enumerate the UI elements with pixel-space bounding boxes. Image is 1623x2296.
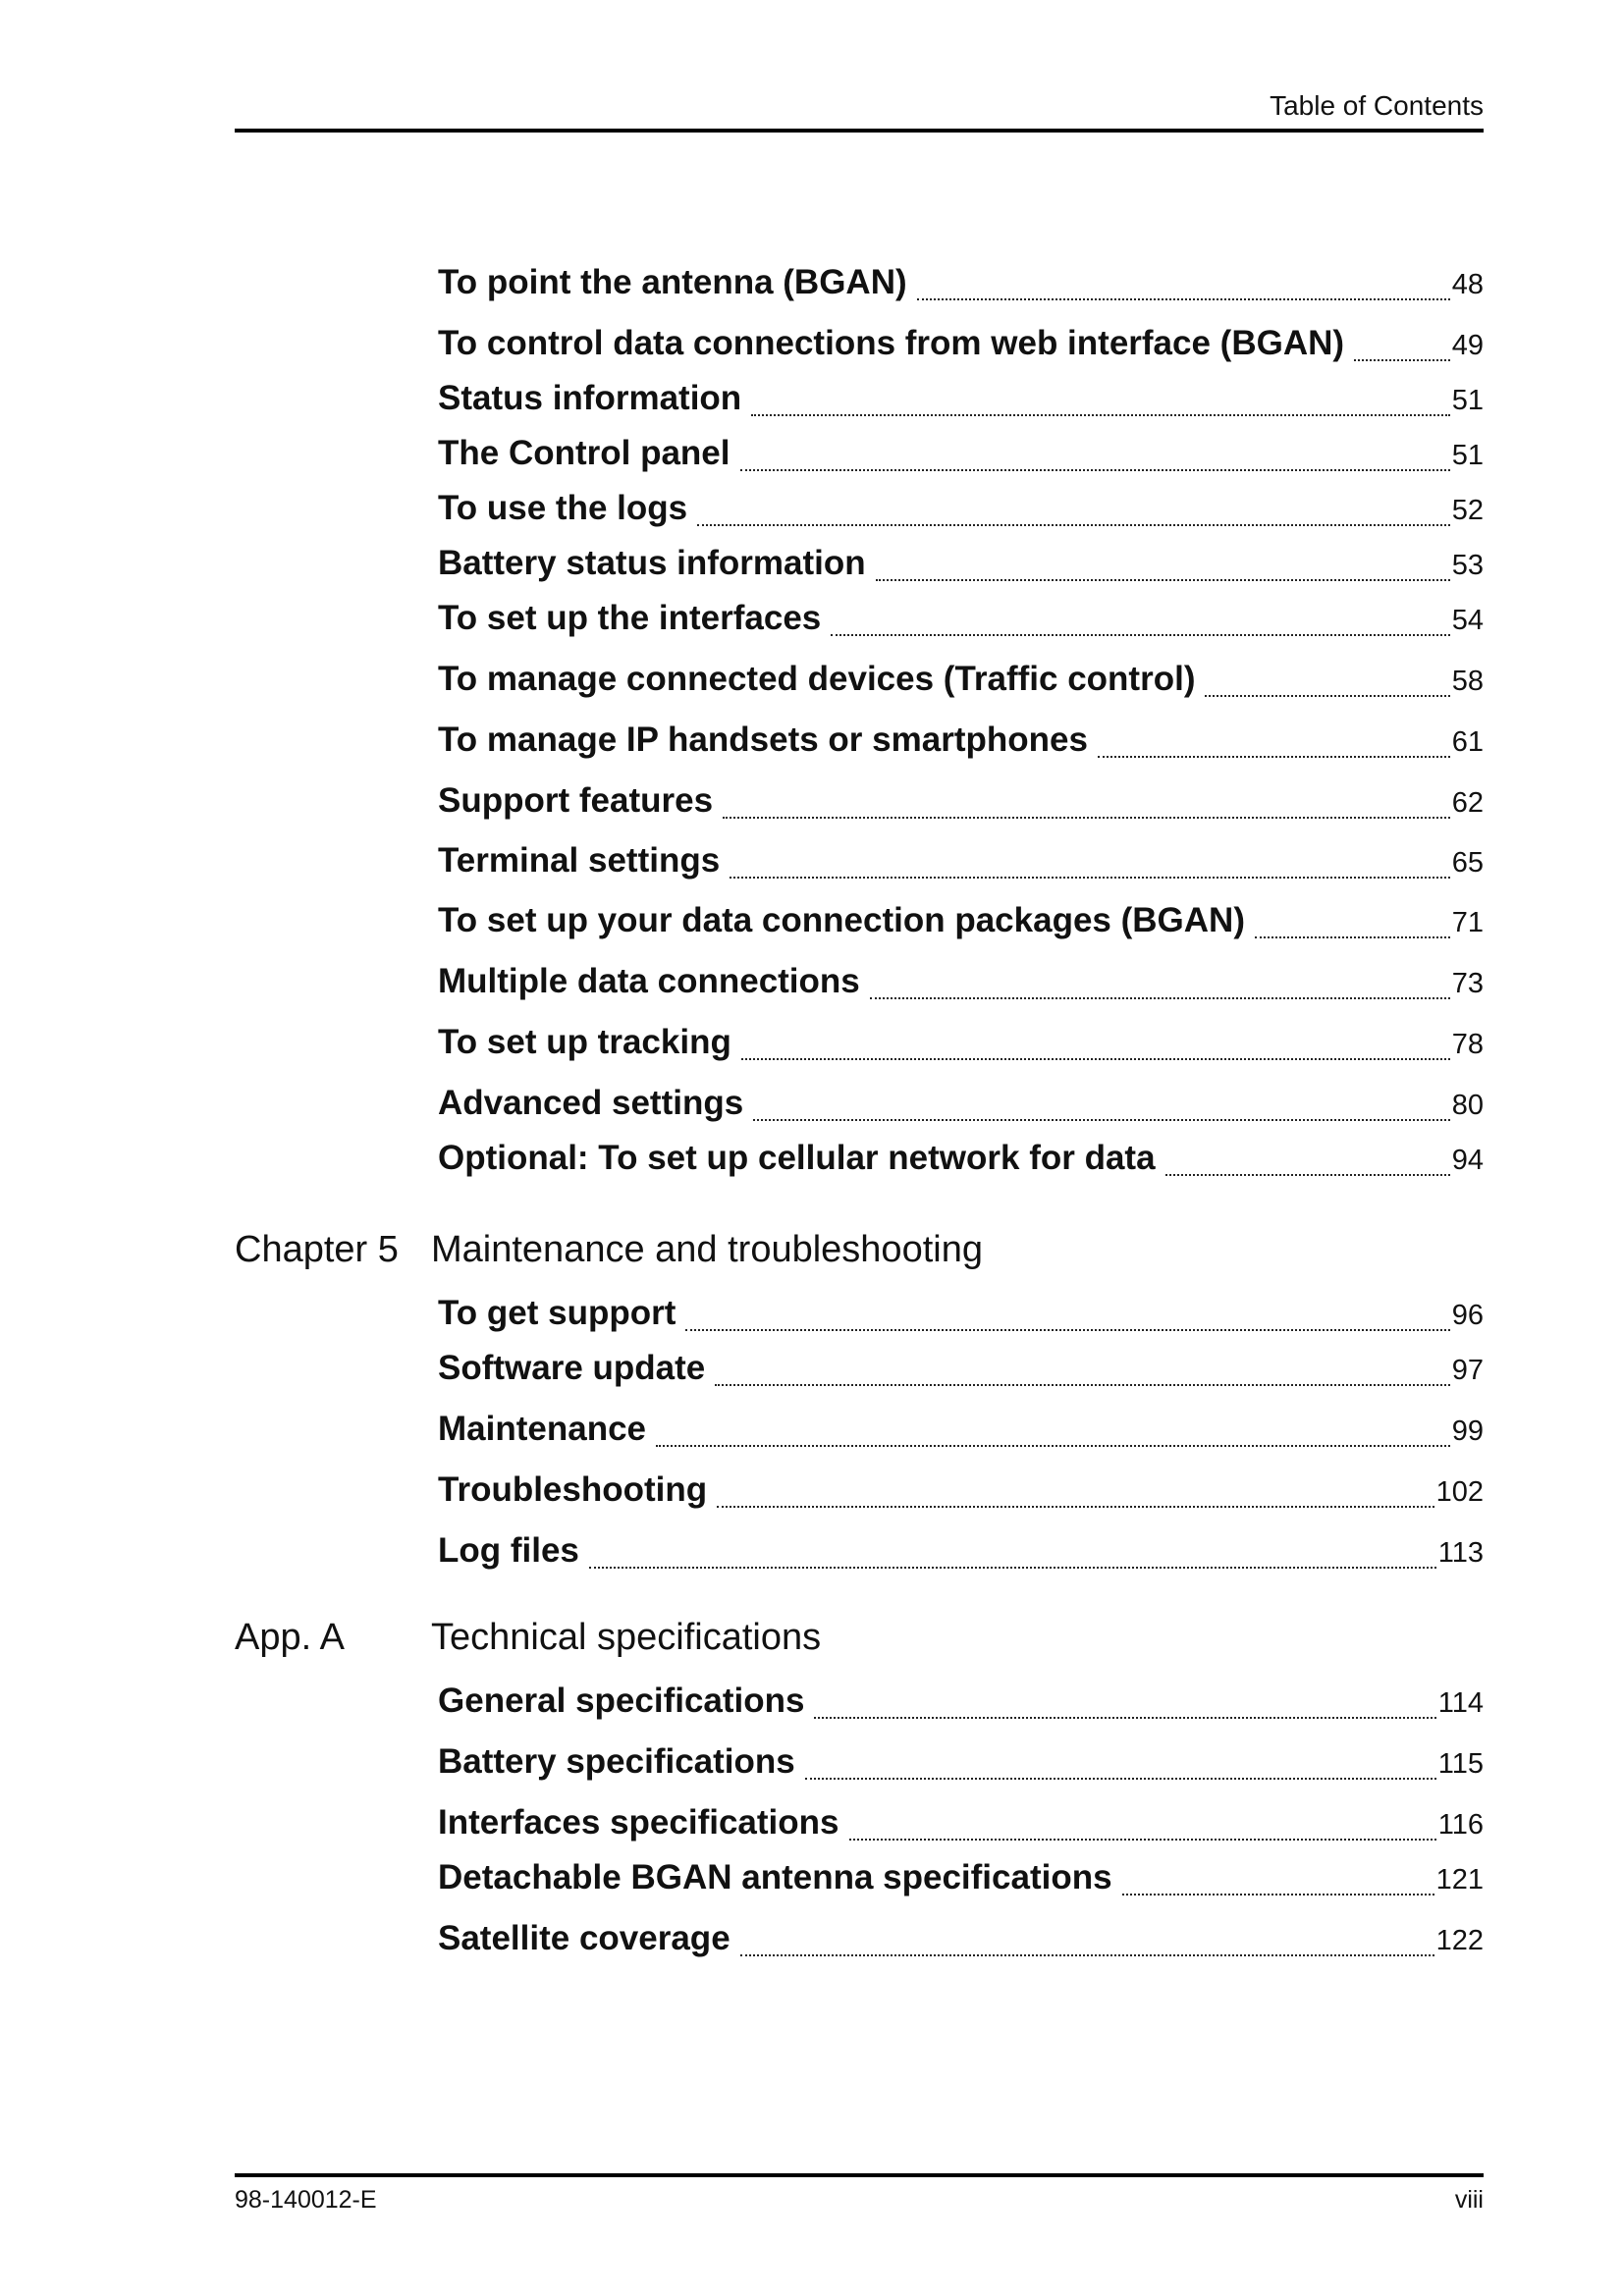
toc-entry[interactable] [438,1529,1484,1575]
dot-leader [814,1717,1435,1719]
toc-entry[interactable] [438,1468,1484,1514]
toc-entry-page: 97 [1451,1355,1484,1386]
dot-leader [1098,756,1450,758]
toc-entry-title: To control data connections from web interface (BGAN) [438,324,1345,362]
toc-entry-title: Battery status information [438,544,866,582]
dot-leader [849,1839,1436,1841]
dot-leader [870,997,1450,999]
toc-entry-page: 122 [1435,1925,1484,1956]
toc-entry-title: Multiple data connections [438,962,860,1000]
toc-entry-page: 51 [1451,440,1484,471]
toc-entry[interactable] [438,1801,1484,1846]
toc-entry[interactable] [438,1917,1484,1962]
dot-leader [656,1445,1450,1447]
toc-entry[interactable] [438,322,1484,367]
dot-leader [1255,936,1450,938]
toc-entry[interactable] [438,1740,1484,1786]
toc-entry-page: 52 [1451,495,1484,526]
toc-entry-page: 58 [1451,666,1484,697]
toc-entry-page: 53 [1451,550,1484,581]
toc-entry[interactable] [438,377,1484,422]
toc-entry-title: To set up your data connection packages (BGAN) [438,901,1245,939]
dot-leader [751,414,1450,416]
toc-entry-title: Advanced settings [438,1084,744,1122]
toc-entry-title: To use the logs [438,489,688,527]
toc-entry-page: 116 [1437,1809,1484,1841]
dot-leader [1122,1894,1434,1896]
toc-entry[interactable] [438,1021,1484,1066]
dot-leader [753,1119,1450,1121]
dot-leader [685,1329,1449,1331]
toc-entry[interactable] [438,779,1484,825]
toc-entry-title: Software update [438,1349,706,1387]
toc-entry-title: Satellite coverage [438,1919,730,1957]
dot-leader [831,634,1449,636]
toc-entry-page: 48 [1451,269,1484,300]
toc-entry-page: 99 [1451,1415,1484,1447]
chapter-title: Maintenance and troubleshooting [431,1229,983,1270]
toc-entry-title: Support features [438,781,714,820]
header-rule [235,129,1484,133]
toc-entry-page: 61 [1451,726,1484,758]
toc-entry-title: To manage IP handsets or smartphones [438,721,1088,759]
toc-entry[interactable] [438,542,1484,587]
toc-entry-page: 102 [1435,1476,1484,1508]
dot-leader [1354,359,1450,361]
chapter-heading[interactable] [235,1227,1484,1276]
toc-entry[interactable] [438,839,1484,884]
dot-leader [589,1567,1436,1569]
footer-rule [235,2173,1484,2177]
toc-entry[interactable] [438,432,1484,477]
toc-entry[interactable] [438,1137,1484,1182]
toc-entry-page: 71 [1451,907,1484,938]
toc-entry[interactable] [438,899,1484,944]
toc-entry-title: Terminal settings [438,841,721,880]
dot-leader [917,298,1450,300]
toc-entry[interactable] [438,1347,1484,1392]
document-number: 98-140012-E [235,2186,377,2214]
toc-entry-page: 54 [1451,605,1484,636]
dot-leader [1205,695,1449,697]
dot-leader [715,1384,1449,1386]
toc-entry[interactable] [438,597,1484,642]
toc-entry-title: General specifications [438,1682,805,1720]
toc-entry-page: 115 [1437,1748,1484,1780]
dot-leader [717,1506,1434,1508]
toc-entry-title: Troubleshooting [438,1470,708,1509]
dot-leader [1165,1174,1450,1176]
toc-entry-title: Maintenance [438,1410,646,1448]
toc-entry-title: Optional: To set up cellular network for data [438,1139,1156,1177]
toc-entry-page: 78 [1451,1029,1484,1060]
toc-entry-page: 114 [1437,1687,1484,1719]
toc-entry-title: To point the antenna (BGAN) [438,263,907,301]
toc-entry[interactable] [438,261,1484,306]
appendix-label: App. A [235,1617,345,1658]
dot-leader [805,1778,1436,1780]
appendix-title: Technical specifications [431,1617,822,1658]
toc-entry[interactable] [438,719,1484,764]
dot-leader [741,1058,1450,1060]
toc-entry[interactable] [438,1856,1484,1901]
toc-entry-title: Log files [438,1531,579,1570]
dot-leader [697,524,1450,526]
toc-entry-page: 96 [1451,1300,1484,1331]
appendix-heading[interactable] [235,1615,1484,1664]
toc-entry-title: To manage connected devices (Traffic control) [438,660,1196,698]
toc-entry[interactable] [438,1408,1484,1453]
toc-entry-page: 51 [1451,385,1484,416]
toc-entry-title: Detachable BGAN antenna specifications [438,1858,1112,1896]
running-header-title: Table of Contents [1270,90,1484,121]
toc-entry[interactable] [438,658,1484,703]
dot-leader [730,877,1450,879]
toc-entry-title: Battery specifications [438,1742,795,1781]
toc-entry-page: 49 [1451,330,1484,361]
toc-entry-title: To set up tracking [438,1023,731,1061]
toc-entry[interactable] [438,1680,1484,1725]
dot-leader [740,1954,1434,1956]
toc-entry-page: 65 [1451,847,1484,879]
toc-entry[interactable] [438,1292,1484,1337]
dot-leader [723,817,1450,819]
toc-entry-title: To set up the interfaces [438,599,822,637]
toc-entry[interactable] [438,487,1484,532]
dot-leader [876,579,1450,581]
toc-entry-title: The Control panel [438,434,730,472]
toc-entry[interactable] [438,1082,1484,1127]
dot-leader [740,469,1450,471]
toc-entry-page: 80 [1451,1090,1484,1121]
page-number: viii [1454,2186,1484,2214]
toc-entry-page: 113 [1437,1537,1484,1569]
toc-entry-page: 73 [1451,968,1484,999]
toc-entry-page: 62 [1451,787,1484,819]
chapter-label: Chapter 5 [235,1229,399,1270]
toc-entry-title: To get support [438,1294,676,1332]
toc-entry-page: 121 [1435,1864,1484,1896]
toc-entry-page: 94 [1451,1145,1484,1176]
toc-entry-title: Interfaces specifications [438,1803,839,1842]
toc-entry[interactable] [438,960,1484,1005]
toc-entry-title: Status information [438,379,742,417]
